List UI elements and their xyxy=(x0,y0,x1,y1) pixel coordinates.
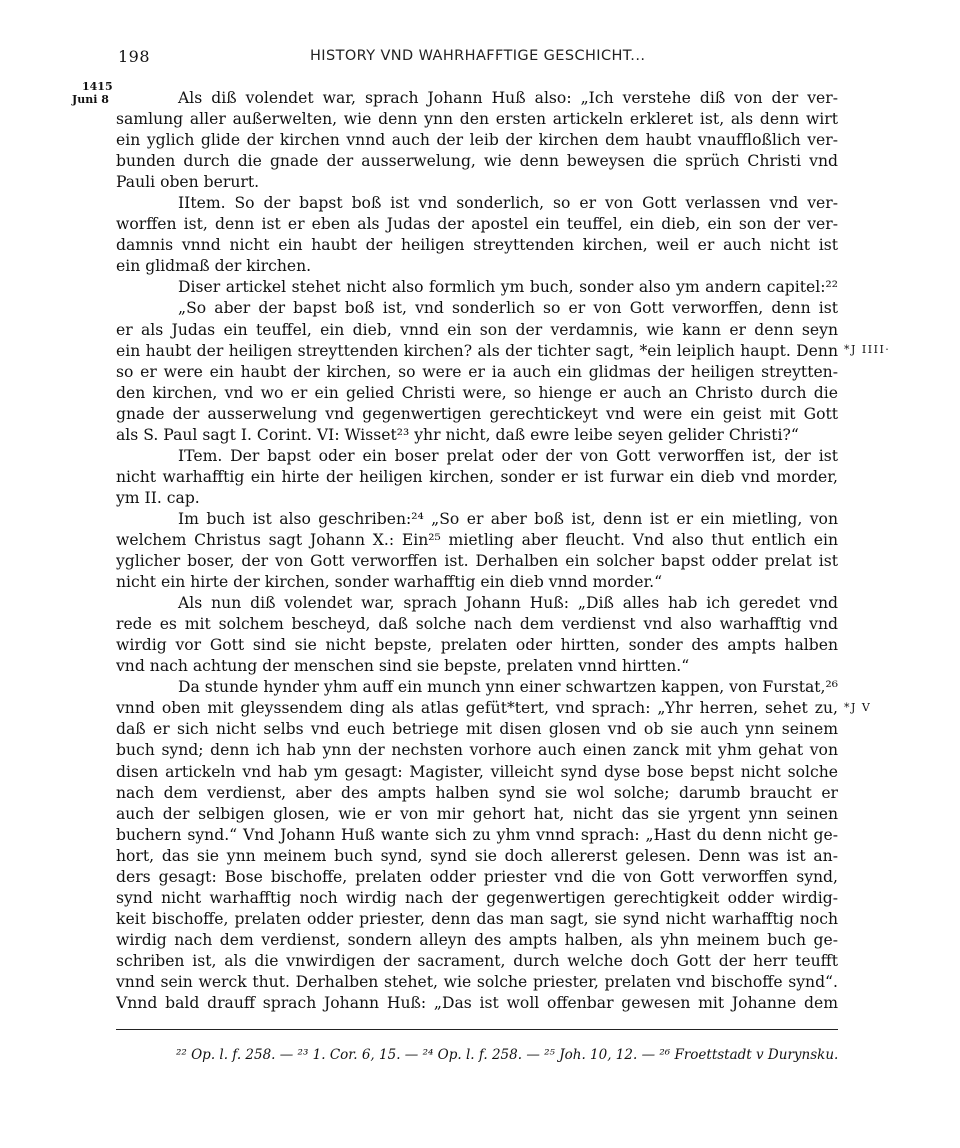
text-line: Vnnd bald drauff sprach Johann Huß: „Das ist woll offenbar gewesen mit Johanne dem xyxy=(116,994,838,1013)
text-line: bunden durch die gnade der ausserwelung, wie denn beweysen die sprüch Christi vnd xyxy=(116,152,838,171)
text-line: keit bischoffe, prelaten odder priester, denn das man sagt, sie synd nicht warhafftig noch xyxy=(116,909,838,928)
text-line: yglicher boser, der von Gott verworffen ist. Derhalben ein solcher bapst odder prelat ist xyxy=(116,552,838,571)
text-line: vnnd oben mit gleyssendem ding als atlas gefüt*tert, vnd sprach: „Yhr herren, sehet zu, xyxy=(116,699,838,718)
text-line: Diser artickel stehet nicht also formlich ym buch, sonder also ym andern capitel:²² xyxy=(178,278,838,297)
text-line: Als diß volendet war, sprach Johann Huß also: „Ich verstehe diß von der ver- xyxy=(178,89,838,107)
text-line: disen artickeln vnd hab ym gesagt: Magister, villeicht synd dyse bose bepst nicht solche xyxy=(116,762,838,781)
text-line: auch der selbigen glosen, wie er von mir gehort hat, nicht das sie yrgent ynn seinen xyxy=(116,804,838,823)
text-line: er als Judas ein teuffel, ein dieb, vnnd ein son der verdamnis, wie kann er denn seyn xyxy=(116,320,838,339)
main-text xyxy=(116,88,838,1014)
text-line: ITem. Der bapst oder ein boser prelat oder der von Gott verworffen ist, der ist xyxy=(178,446,838,465)
footnote-rule xyxy=(116,1029,838,1030)
text-line: daß er sich nicht selbs vnd euch betriege mit disen glosen vnd ob sie auch ynn seinem xyxy=(116,720,838,739)
margin-note-2: *J V xyxy=(844,701,872,714)
text-line: nicht warhafftig ein hirte der heiligen kirchen, sonder er ist furwar ein dieb vnd morder, xyxy=(116,467,838,486)
footnotes: ²² Op. l. f. 258. — ²³ 1. Cor. 6, 15. — ²⁴ Op. l. f. 258. — ²⁵ Joh. 10, 12. — ²⁶ Froettstadt v Durynsku. xyxy=(176,1047,839,1063)
text-line: „So aber der bapst boß ist, vnd sonderlich so er von Gott verworffen, denn ist xyxy=(178,299,838,318)
text-line: welchem Christus sagt Johann X.: Ein²⁵ mietling aber fleucht. Vnd also thut entlich ein xyxy=(116,530,838,549)
text-line: damnis vnnd nicht ein haubt der heiligen streyttenden kirchen, weil er auch nicht ist xyxy=(116,236,838,255)
text-line: ein yglich glide der kirchen vnnd auch der leib der kirchen dem haubt vnauffloßlich ver- xyxy=(116,131,838,150)
text-line: vnd nach achtung der menschen sind sie bepste, prelaten vnnd hirtten.“ xyxy=(116,657,690,676)
text-line: Da stunde hynder yhm auff ein munch ynn einer schwartzen kappen, von Furstat,²⁶ xyxy=(178,678,838,697)
text-line: den kirchen, vnd wo er ein gelied Christi were, so hienge er auch an Christo durch die xyxy=(116,383,838,402)
text-line: ym II. cap. xyxy=(116,488,200,507)
text-line: Im buch ist also geschriben:²⁴ „So er aber boß ist, denn ist er ein mietling, von xyxy=(178,509,838,528)
text-line: so er were ein haubt der kirchen, so were er ia auch ein glidmas der heiligen streytten- xyxy=(116,362,838,381)
text-line: als S. Paul sagt I. Corint. VI: Wisset²³ yhr nicht, daß ewre leibe seyen gelider Christi?“ xyxy=(116,425,799,444)
text-line: nach dem verdienst, aber des ampts halben synd sie wol solche; darumb braucht er xyxy=(116,783,838,802)
running-title: HISTORY VND WAHRHAFFTIGE GESCHICHT... xyxy=(310,48,646,64)
text-line: wirdig vor Gott sind sie nicht bepste, prelaten oder hirtten, sonder des ampts halben xyxy=(116,636,838,655)
text-line: ein glidmaß der kirchen. xyxy=(116,257,312,276)
text-line: hort, das sie ynn meinem buch synd, synd sie doch allererst gelesen. Denn was ist an- xyxy=(116,846,838,865)
text-line: samlung aller außerwelten, wie denn ynn den ersten artickeln erkleret ist, als denn wirt xyxy=(116,110,838,129)
margin-year: 1415 xyxy=(82,80,113,93)
text-line: Als nun diß volendet war, sprach Johann Huß: „Diß alles hab ich geredet vnd xyxy=(178,594,838,613)
text-line: nicht ein hirte der kirchen, sonder warhafftig ein dieb vnnd morder.“ xyxy=(116,573,663,592)
text-line: schriben ist, als die vnwirdigen der sacrament, durch welche doch Gott der herr teufft xyxy=(116,951,838,970)
text-line: wirdig nach dem verdienst, sondern alleyn des ampts halben, als yhn meinem buch ge- xyxy=(116,930,838,949)
margin-date xyxy=(72,80,113,106)
text-line: buch synd; denn ich hab ynn der nechsten vorhore auch einen zanck mit yhm gehat von xyxy=(116,741,838,760)
text-line: rede es mit solchem bescheyd, daß solche nach dem verdienst vnd also warhafftig vnd xyxy=(116,615,838,634)
margin-note-1: *J IIII· xyxy=(844,343,891,356)
text-line: buchern synd.“ Vnd Johann Huß wante sich zu yhm vnnd sprach: „Hast du denn nicht ge- xyxy=(116,825,838,844)
text-line: Pauli oben berurt. xyxy=(116,173,260,192)
text-line: ein haubt der heiligen streyttenden kirchen? als der tichter sagt, *ein leiplich haupt. Denn xyxy=(116,341,838,360)
text-line: ders gesagt: Bose bischoffe, prelaten odder priester vnd die von Gott verworffen synd, xyxy=(116,867,838,886)
text-line: worffen ist, denn ist er eben als Judas der apostel ein teuffel, ein dieb, ein son der ver- xyxy=(116,215,838,234)
text-line: IItem. So der bapst boß ist vnd sonderlich, so er von Gott verlassen vnd ver- xyxy=(178,194,838,213)
page-number: 198 xyxy=(118,47,151,66)
text-line: gnade der ausserwelung vnd gegenwertigen gerechtickeyt vnd were ein geist mit Gott xyxy=(116,404,838,423)
margin-day: Juni 8 xyxy=(72,93,109,106)
text-line: vnnd sein werck thut. Derhalben stehet, wie solche priester, prelaten vnd bischoffe synd“. xyxy=(116,972,838,991)
text-line: synd nicht warhafftig noch wirdig nach der gegenwertigen gerechtigkeit odder wirdig- xyxy=(116,888,838,907)
